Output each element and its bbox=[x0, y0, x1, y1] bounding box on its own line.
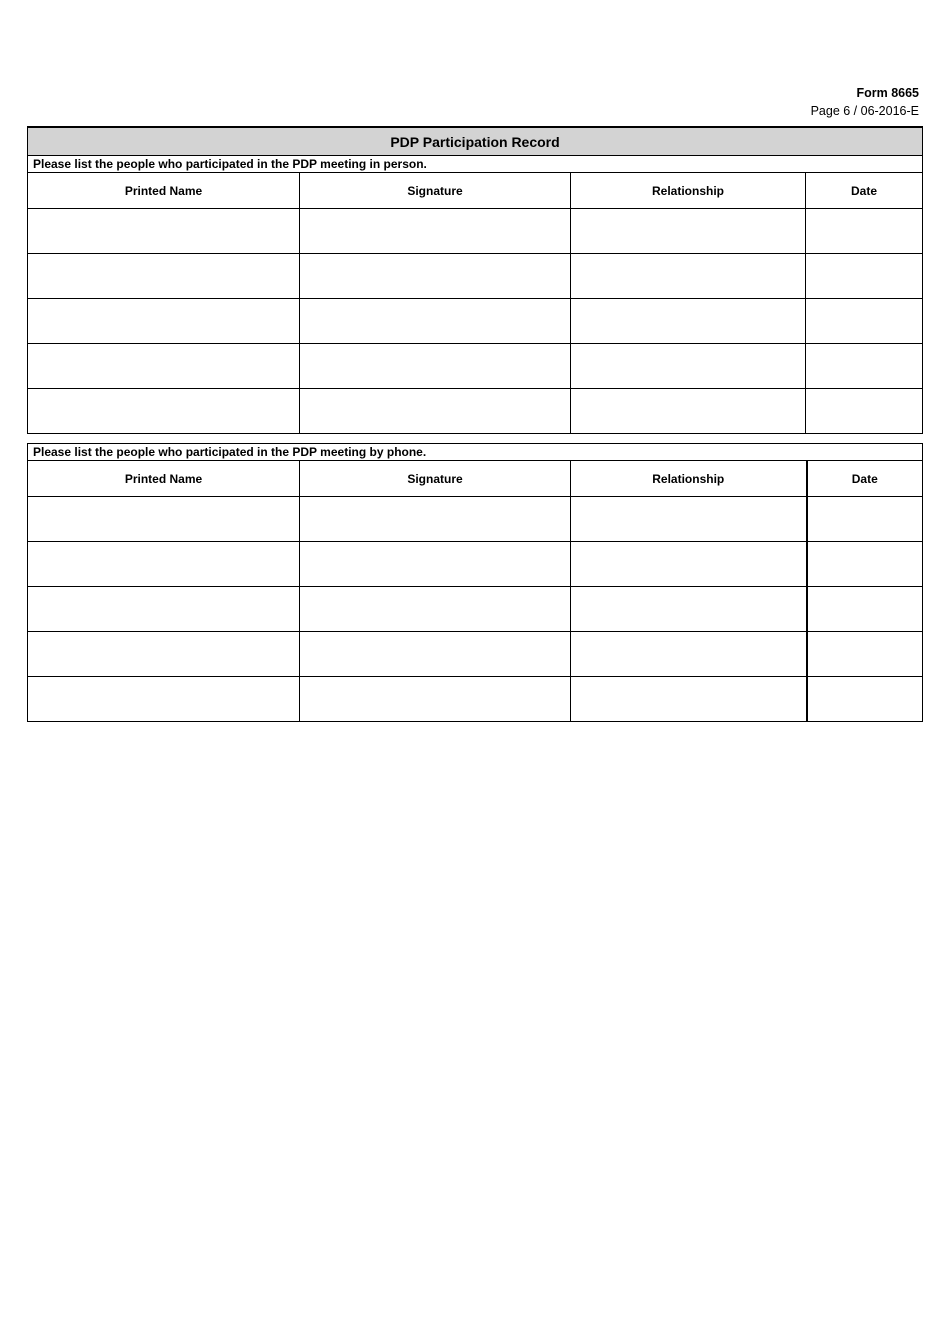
relationship-field[interactable] bbox=[571, 389, 806, 434]
table-row bbox=[28, 677, 923, 722]
col-header-printed-name: Printed Name bbox=[28, 461, 300, 497]
printed-name-field[interactable] bbox=[28, 389, 300, 434]
table-row bbox=[28, 254, 923, 299]
printed-name-field[interactable] bbox=[28, 587, 300, 632]
signature-field[interactable] bbox=[300, 497, 571, 542]
form-number: Form 8665 bbox=[856, 86, 919, 100]
col-header-date: Date bbox=[806, 173, 923, 209]
signature-field[interactable] bbox=[300, 542, 571, 587]
relationship-field[interactable] bbox=[571, 497, 807, 542]
relationship-field[interactable] bbox=[571, 632, 807, 677]
date-field[interactable] bbox=[806, 389, 923, 434]
by-phone-participants-table bbox=[27, 443, 923, 722]
date-field[interactable] bbox=[806, 209, 923, 254]
table-row bbox=[28, 542, 923, 587]
signature-field[interactable] bbox=[300, 389, 571, 434]
printed-name-field[interactable] bbox=[28, 542, 300, 587]
signature-field[interactable] bbox=[300, 254, 571, 299]
relationship-field[interactable] bbox=[571, 299, 806, 344]
col-header-printed-name: Printed Name bbox=[28, 173, 300, 209]
relationship-field[interactable] bbox=[571, 587, 807, 632]
date-field[interactable] bbox=[806, 299, 923, 344]
relationship-field[interactable] bbox=[571, 344, 806, 389]
in-person-instruction: Please list the people who participated in the PDP meeting in person. bbox=[28, 156, 923, 173]
date-field[interactable] bbox=[806, 254, 923, 299]
table-row bbox=[28, 497, 923, 542]
date-field[interactable] bbox=[807, 587, 923, 632]
relationship-field[interactable] bbox=[571, 677, 807, 722]
in-person-header-row bbox=[28, 173, 923, 209]
printed-name-field[interactable] bbox=[28, 632, 300, 677]
printed-name-field[interactable] bbox=[28, 344, 300, 389]
printed-name-field[interactable] bbox=[28, 299, 300, 344]
col-header-signature: Signature bbox=[300, 461, 571, 497]
table-row bbox=[28, 587, 923, 632]
col-header-date: Date bbox=[807, 461, 923, 497]
col-header-signature: Signature bbox=[300, 173, 571, 209]
relationship-field[interactable] bbox=[571, 542, 807, 587]
printed-name-field[interactable] bbox=[28, 497, 300, 542]
printed-name-field[interactable] bbox=[28, 254, 300, 299]
signature-field[interactable] bbox=[300, 587, 571, 632]
table-row bbox=[28, 209, 923, 254]
col-header-relationship: Relationship bbox=[571, 173, 806, 209]
table-row bbox=[28, 344, 923, 389]
table-row bbox=[28, 389, 923, 434]
printed-name-field[interactable] bbox=[28, 677, 300, 722]
signature-field[interactable] bbox=[300, 677, 571, 722]
printed-name-field[interactable] bbox=[28, 209, 300, 254]
date-field[interactable] bbox=[807, 542, 923, 587]
date-field[interactable] bbox=[807, 677, 923, 722]
signature-field[interactable] bbox=[300, 344, 571, 389]
by-phone-instruction: Please list the people who participated in the PDP meeting by phone. bbox=[28, 444, 923, 461]
signature-field[interactable] bbox=[300, 209, 571, 254]
relationship-field[interactable] bbox=[571, 254, 806, 299]
relationship-field[interactable] bbox=[571, 209, 806, 254]
page-info: Page 6 / 06-2016-E bbox=[810, 104, 919, 118]
in-person-participants-table bbox=[27, 126, 923, 434]
page-header bbox=[811, 84, 919, 120]
signature-field[interactable] bbox=[300, 632, 571, 677]
signature-field[interactable] bbox=[300, 299, 571, 344]
table-row bbox=[28, 632, 923, 677]
date-field[interactable] bbox=[806, 344, 923, 389]
by-phone-header-row bbox=[28, 461, 923, 497]
date-field[interactable] bbox=[807, 497, 923, 542]
form-title: PDP Participation Record bbox=[28, 127, 923, 156]
col-header-relationship: Relationship bbox=[571, 461, 807, 497]
date-field[interactable] bbox=[807, 632, 923, 677]
table-row bbox=[28, 299, 923, 344]
